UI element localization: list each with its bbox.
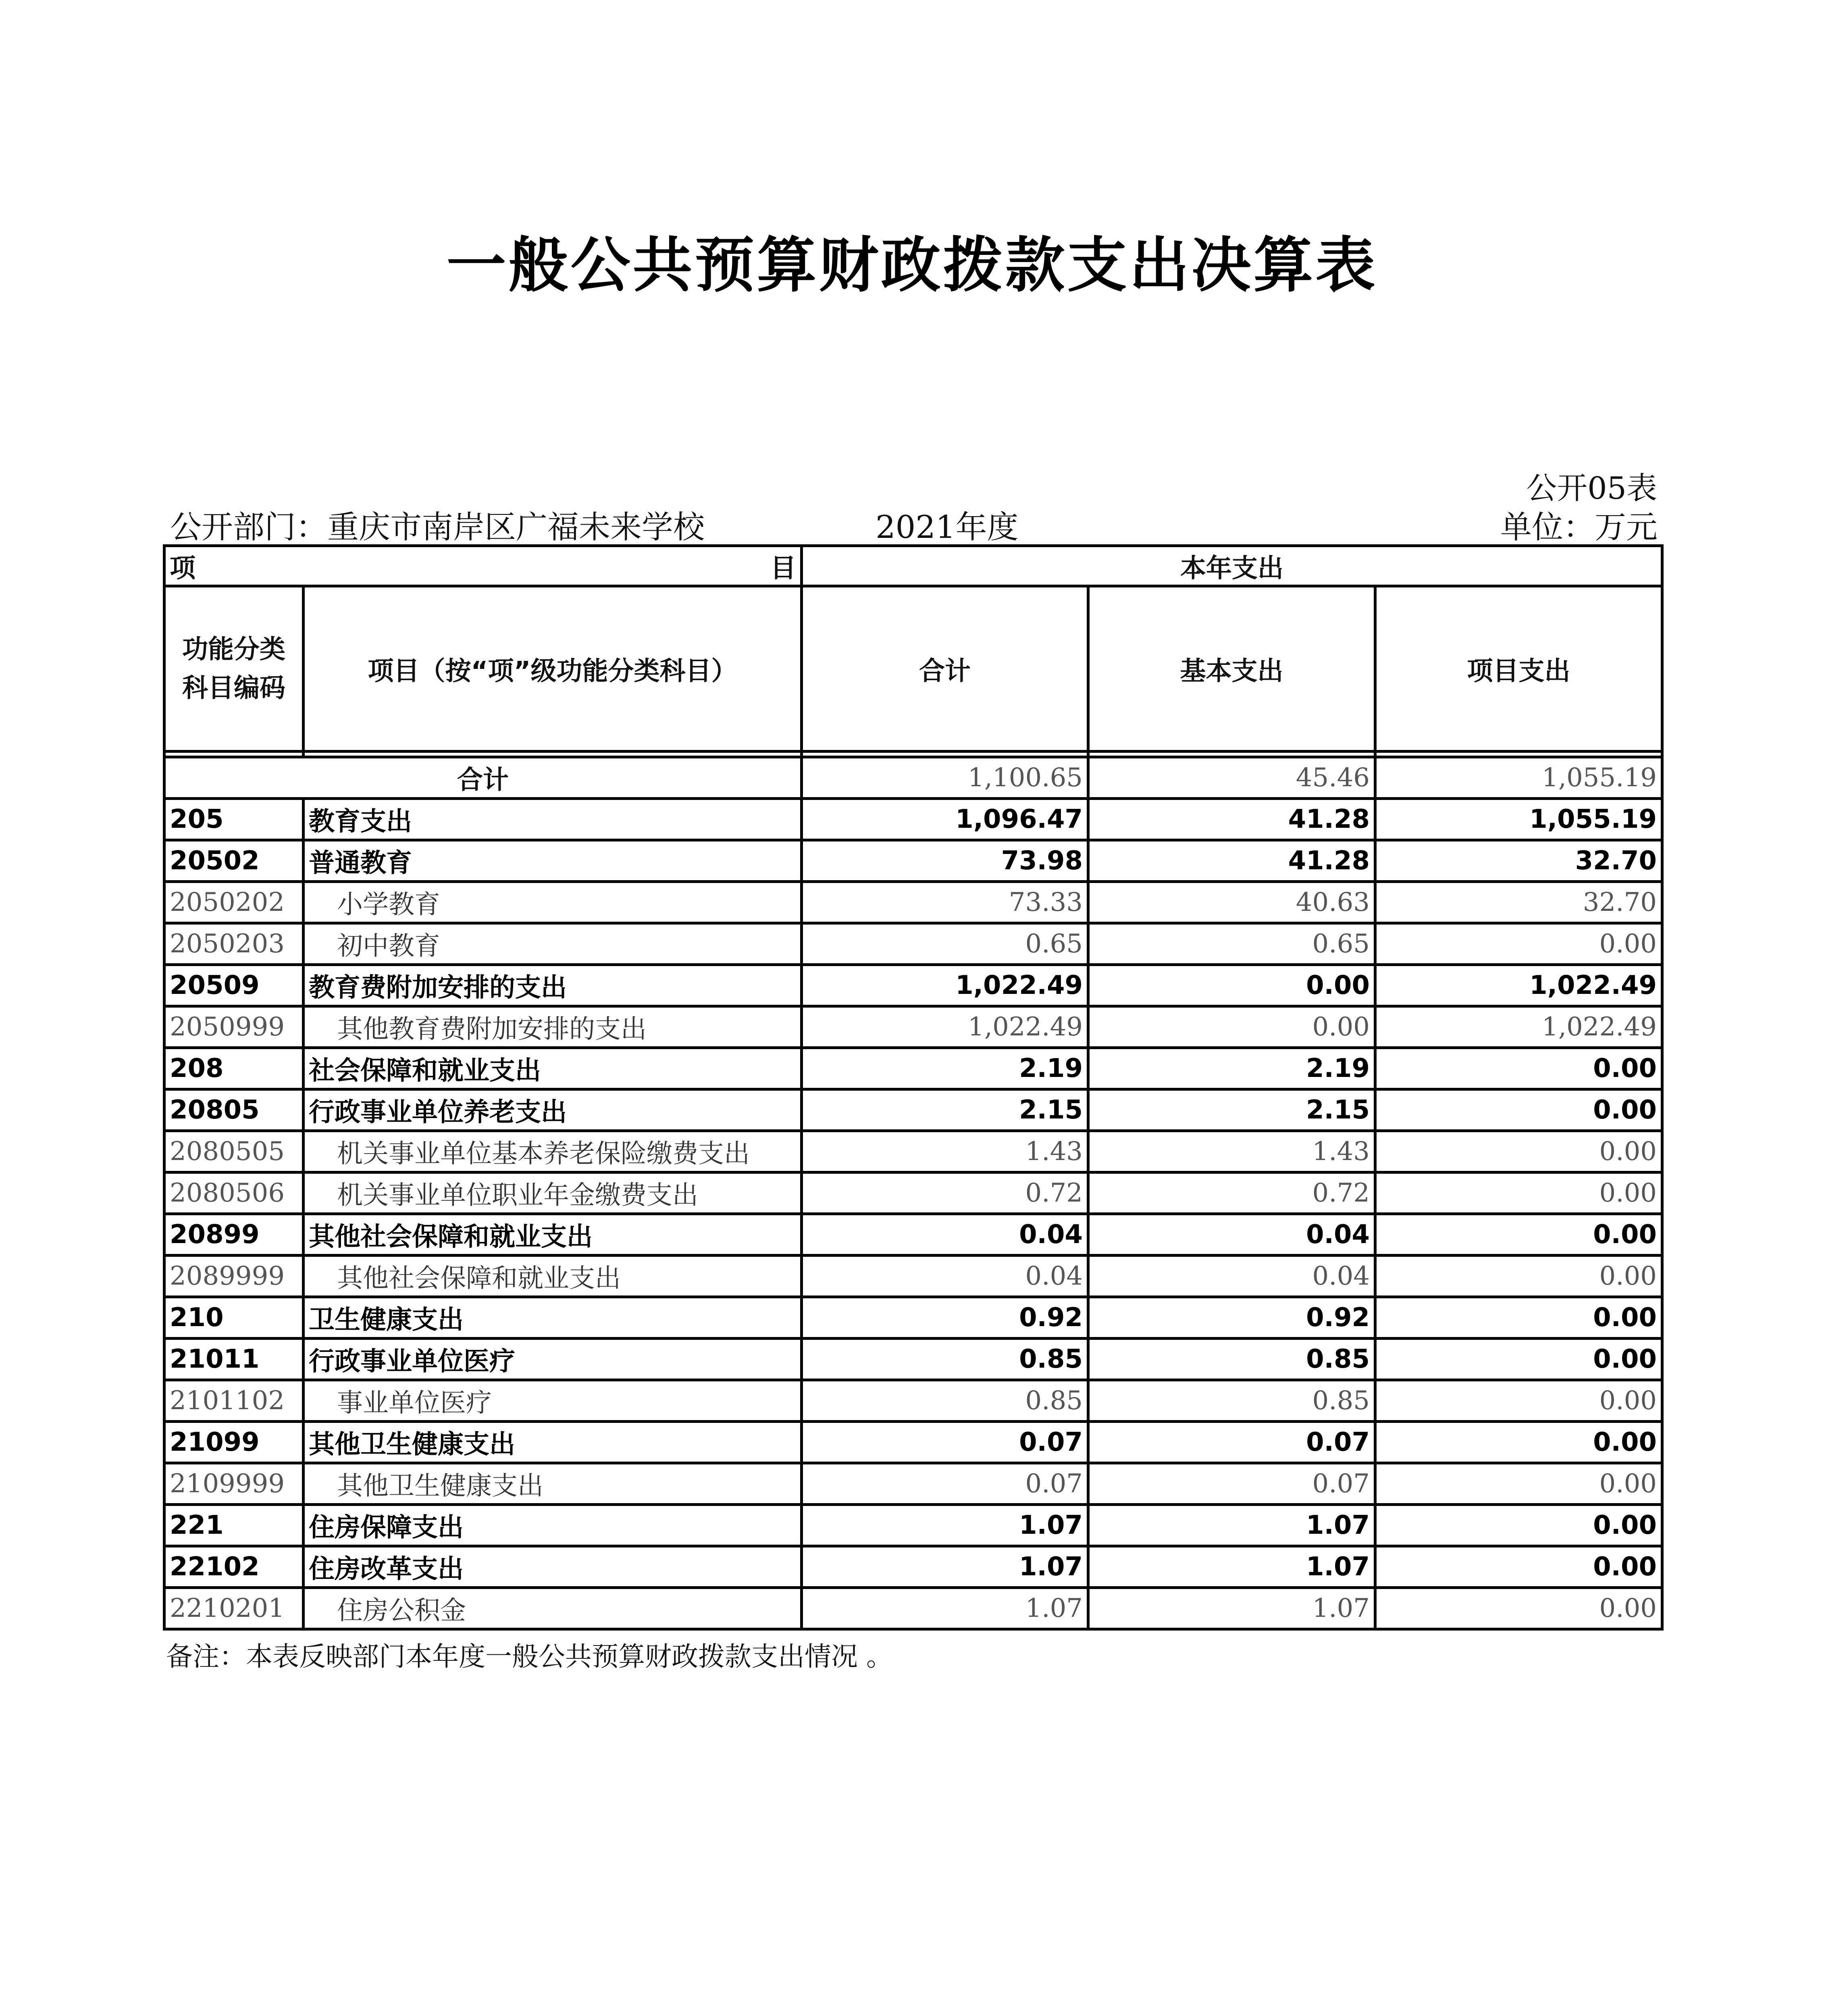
row-name: 住房保障支出 <box>304 1505 802 1546</box>
row-basic: 0.85 <box>1088 1339 1375 1380</box>
row-project: 0.00 <box>1375 1131 1662 1173</box>
row-total: 2.19 <box>802 1048 1088 1089</box>
row-basic: 2.15 <box>1088 1089 1375 1131</box>
row-project: 0.00 <box>1375 1173 1662 1214</box>
row-code: 20509 <box>164 965 304 1006</box>
row-total: 73.98 <box>802 840 1088 882</box>
row-project: 0.00 <box>1375 1089 1662 1131</box>
row-name: 住房公积金 <box>304 1588 802 1629</box>
row-basic: 0.00 <box>1088 965 1375 1006</box>
row-project: 0.00 <box>1375 923 1662 965</box>
row-code: 221 <box>164 1505 304 1546</box>
row-project: 1,055.19 <box>1375 799 1662 840</box>
remark-note: 备注：本表反映部门本年度一般公共预算财政拨款支出情况 。 <box>166 1641 893 1672</box>
row-project: 0.00 <box>1375 1297 1662 1339</box>
table-row <box>164 799 1662 840</box>
page-title: 一般公共预算财政拨款支出决算表 <box>446 231 1378 300</box>
table-row <box>164 1380 1662 1422</box>
row-name: 住房改革支出 <box>304 1546 802 1588</box>
row-project: 0.00 <box>1375 1380 1662 1422</box>
header-item-left: 项 <box>164 546 304 586</box>
row-total: 0.85 <box>802 1380 1088 1422</box>
table-row <box>164 1339 1662 1380</box>
spacer-cell <box>802 752 1088 757</box>
row-code: 20899 <box>164 1214 304 1256</box>
row-total: 1.43 <box>802 1131 1088 1173</box>
row-code: 2080506 <box>164 1173 304 1214</box>
row-name: 其他卫生健康支出 <box>304 1463 802 1505</box>
row-name: 其他教育费附加安排的支出 <box>304 1006 802 1048</box>
header-code: 功能分类科目编码 <box>164 586 304 752</box>
header-row-1 <box>164 546 1662 586</box>
row-basic: 0.04 <box>1088 1256 1375 1297</box>
row-project: 32.70 <box>1375 882 1662 923</box>
spacer-cell <box>164 752 304 757</box>
row-name: 教育费附加安排的支出 <box>304 965 802 1006</box>
row-total: 73.33 <box>802 882 1088 923</box>
table-row <box>164 1006 1662 1048</box>
row-project: 0.00 <box>1375 1463 1662 1505</box>
row-basic: 2.19 <box>1088 1048 1375 1089</box>
row-basic: 0.85 <box>1088 1380 1375 1422</box>
table-row <box>164 1131 1662 1173</box>
department-label: 公开部门：重庆市南岸区广福未来学校 <box>170 509 705 546</box>
row-total: 1,022.49 <box>802 1006 1088 1048</box>
row-project: 0.00 <box>1375 1256 1662 1297</box>
table-row <box>164 965 1662 1006</box>
total-label: 合计 <box>164 757 802 799</box>
row-code: 2089999 <box>164 1256 304 1297</box>
row-code: 20805 <box>164 1089 304 1131</box>
row-name: 机关事业单位基本养老保险缴费支出 <box>304 1131 802 1173</box>
row-basic: 1.07 <box>1088 1505 1375 1546</box>
row-total: 0.04 <box>802 1214 1088 1256</box>
row-code: 22102 <box>164 1546 304 1588</box>
row-total: 1.07 <box>802 1588 1088 1629</box>
row-code: 21099 <box>164 1422 304 1463</box>
row-basic: 1.07 <box>1088 1588 1375 1629</box>
row-code: 2050999 <box>164 1006 304 1048</box>
row-basic: 0.00 <box>1088 1006 1375 1048</box>
row-name: 社会保障和就业支出 <box>304 1048 802 1089</box>
table-row <box>164 1588 1662 1629</box>
table-row <box>164 1546 1662 1588</box>
row-project: 0.00 <box>1375 1546 1662 1588</box>
row-basic: 0.92 <box>1088 1297 1375 1339</box>
row-code: 2109999 <box>164 1463 304 1505</box>
row-name: 其他卫生健康支出 <box>304 1422 802 1463</box>
row-code: 2210201 <box>164 1588 304 1629</box>
spacer-cell <box>304 752 802 757</box>
row-name: 普通教育 <box>304 840 802 882</box>
header-name: 项目（按“项”级功能分类科目） <box>304 586 802 752</box>
row-project: 1,022.49 <box>1375 965 1662 1006</box>
row-total: 0.85 <box>802 1339 1088 1380</box>
row-name: 初中教育 <box>304 923 802 965</box>
row-code: 210 <box>164 1297 304 1339</box>
row-total: 0.72 <box>802 1173 1088 1214</box>
row-total: 0.04 <box>802 1256 1088 1297</box>
row-code: 21011 <box>164 1339 304 1380</box>
header-basic: 基本支出 <box>1088 586 1375 752</box>
header-item-right: 目 <box>304 546 802 586</box>
row-basic: 40.63 <box>1088 882 1375 923</box>
table-row <box>164 1214 1662 1256</box>
row-basic: 0.07 <box>1088 1463 1375 1505</box>
row-basic: 0.04 <box>1088 1214 1375 1256</box>
table-row <box>164 1463 1662 1505</box>
table-row <box>164 1256 1662 1297</box>
row-name: 其他社会保障和就业支出 <box>304 1214 802 1256</box>
row-project: 32.70 <box>1375 840 1662 882</box>
row-project: 0.00 <box>1375 1422 1662 1463</box>
row-code: 20502 <box>164 840 304 882</box>
row-name: 其他社会保障和就业支出 <box>304 1256 802 1297</box>
header-row-2 <box>164 586 1662 752</box>
budget-table <box>163 544 1664 1631</box>
row-name: 卫生健康支出 <box>304 1297 802 1339</box>
row-basic: 1.43 <box>1088 1131 1375 1173</box>
row-project: 0.00 <box>1375 1339 1662 1380</box>
row-total: 1,096.47 <box>802 799 1088 840</box>
table-row <box>164 1048 1662 1089</box>
row-name: 小学教育 <box>304 882 802 923</box>
header-spacer <box>164 752 1662 757</box>
row-code: 2050203 <box>164 923 304 965</box>
row-project: 0.00 <box>1375 1588 1662 1629</box>
total-basic: 45.46 <box>1088 757 1375 799</box>
spacer-cell <box>1375 752 1662 757</box>
year-label: 2021年度 <box>876 509 1019 546</box>
row-basic: 41.28 <box>1088 840 1375 882</box>
row-basic: 1.07 <box>1088 1546 1375 1588</box>
table-row <box>164 1505 1662 1546</box>
table-row <box>164 1422 1662 1463</box>
total-row <box>164 757 1662 799</box>
row-total: 1.07 <box>802 1505 1088 1546</box>
row-code: 2050202 <box>164 882 304 923</box>
table-row <box>164 882 1662 923</box>
row-total: 0.92 <box>802 1297 1088 1339</box>
row-total: 1,022.49 <box>802 965 1088 1006</box>
row-project: 0.00 <box>1375 1505 1662 1546</box>
row-total: 0.65 <box>802 923 1088 965</box>
row-total: 2.15 <box>802 1089 1088 1131</box>
header-project: 项目支出 <box>1375 586 1662 752</box>
header-current-year: 本年支出 <box>802 546 1662 586</box>
row-project: 1,022.49 <box>1375 1006 1662 1048</box>
table-row <box>164 840 1662 882</box>
header-total: 合计 <box>802 586 1088 752</box>
row-name: 行政事业单位医疗 <box>304 1339 802 1380</box>
table-row <box>164 1297 1662 1339</box>
row-total: 1.07 <box>802 1546 1088 1588</box>
row-code: 205 <box>164 799 304 840</box>
row-name: 机关事业单位职业年金缴费支出 <box>304 1173 802 1214</box>
row-code: 2080505 <box>164 1131 304 1173</box>
total-project: 1,055.19 <box>1375 757 1662 799</box>
table-row <box>164 1173 1662 1214</box>
table-row <box>164 923 1662 965</box>
row-total: 0.07 <box>802 1422 1088 1463</box>
row-project: 0.00 <box>1375 1048 1662 1089</box>
total-amount: 1,100.65 <box>802 757 1088 799</box>
row-name: 事业单位医疗 <box>304 1380 802 1422</box>
row-code: 2101102 <box>164 1380 304 1422</box>
meta-row <box>166 502 1658 546</box>
unit-label: 单位：万元 <box>1500 509 1658 546</box>
row-name: 行政事业单位养老支出 <box>304 1089 802 1131</box>
row-total: 0.07 <box>802 1463 1088 1505</box>
row-basic: 41.28 <box>1088 799 1375 840</box>
row-project: 0.00 <box>1375 1214 1662 1256</box>
row-basic: 0.07 <box>1088 1422 1375 1463</box>
row-basic: 0.65 <box>1088 923 1375 965</box>
form-number: 公开05表 <box>1526 470 1657 506</box>
spacer-cell <box>1088 752 1375 757</box>
table-row <box>164 1089 1662 1131</box>
row-name: 教育支出 <box>304 799 802 840</box>
row-code: 208 <box>164 1048 304 1089</box>
row-basic: 0.72 <box>1088 1173 1375 1214</box>
